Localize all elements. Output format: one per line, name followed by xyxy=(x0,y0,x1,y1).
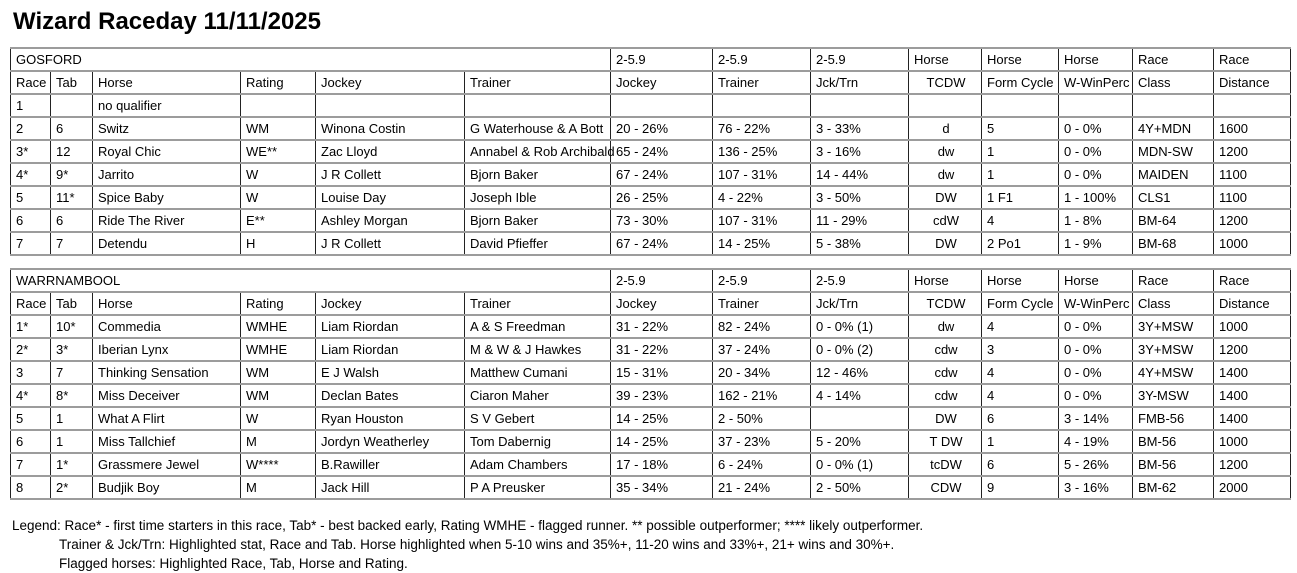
table-header-group-row xyxy=(11,269,1291,292)
cell-w-winperc: 3 - 14% xyxy=(1059,407,1133,430)
table-row xyxy=(11,209,1291,232)
cell-trainer-stat: 107 - 31% xyxy=(713,209,811,232)
table-row xyxy=(11,453,1291,476)
cell-jockey: Zac Lloyd xyxy=(316,140,465,163)
cell-trainer: Ciaron Maher xyxy=(465,384,611,407)
cell-trainer xyxy=(465,94,611,117)
cell-trainer-stat xyxy=(713,94,811,117)
cell-jockey-stat: 20 - 26% xyxy=(611,117,713,140)
column-group-header: Horse xyxy=(909,48,982,71)
column-header: Rating xyxy=(241,71,316,94)
cell-class: BM-56 xyxy=(1133,453,1214,476)
track-name: WARRNAMBOOL xyxy=(11,269,611,292)
cell-distance xyxy=(1214,94,1291,117)
cell-trainer-stat: 37 - 23% xyxy=(713,430,811,453)
cell-tab: 1 xyxy=(51,430,93,453)
cell-w-winperc: 0 - 0% xyxy=(1059,384,1133,407)
cell-w-winperc: 4 - 19% xyxy=(1059,430,1133,453)
cell-class: 4Y+MSW xyxy=(1133,361,1214,384)
column-header: Class xyxy=(1133,71,1214,94)
cell-form-cycle: 5 xyxy=(982,117,1059,140)
tables xyxy=(10,47,1297,500)
column-header: Distance xyxy=(1214,292,1291,315)
cell-class: BM-62 xyxy=(1133,476,1214,499)
cell-jockey xyxy=(316,94,465,117)
cell-class xyxy=(1133,94,1214,117)
cell-w-winperc: 0 - 0% xyxy=(1059,117,1133,140)
cell-tab: 6 xyxy=(51,209,93,232)
cell-jcktrn-stat: 2 - 50% xyxy=(811,476,909,499)
cell-rating: W xyxy=(241,163,316,186)
cell-distance: 1100 xyxy=(1214,163,1291,186)
cell-race: 1* xyxy=(11,315,51,338)
cell-jcktrn-stat: 3 - 50% xyxy=(811,186,909,209)
cell-horse: Detendu xyxy=(93,232,241,255)
cell-w-winperc: 5 - 26% xyxy=(1059,453,1133,476)
legend-line: Legend: Race* - first time starters in this race, Tab* - best backed early, Rating WMHE - flagged runner. ** possible outperformer; **** likely outperformer. xyxy=(12,518,924,533)
cell-trainer-stat: 37 - 24% xyxy=(713,338,811,361)
cell-horse: no qualifier xyxy=(93,94,241,117)
cell-w-winperc: 0 - 0% xyxy=(1059,338,1133,361)
cell-tab: 10* xyxy=(51,315,93,338)
cell-tcdw: CDW xyxy=(909,476,982,499)
column-header: W-WinPerc xyxy=(1059,71,1133,94)
cell-tab: 12 xyxy=(51,140,93,163)
cell-race: 2 xyxy=(11,117,51,140)
cell-jockey-stat: 67 - 24% xyxy=(611,232,713,255)
cell-race: 8 xyxy=(11,476,51,499)
column-group-header: 2-5.9 xyxy=(611,269,713,292)
cell-tcdw: dw xyxy=(909,315,982,338)
cell-form-cycle: 4 xyxy=(982,384,1059,407)
cell-distance: 1400 xyxy=(1214,361,1291,384)
column-group-header: Horse xyxy=(982,48,1059,71)
cell-tab: 6 xyxy=(51,117,93,140)
cell-tab: 2* xyxy=(51,476,93,499)
cell-form-cycle: 6 xyxy=(982,453,1059,476)
column-group-header: Horse xyxy=(1059,48,1133,71)
cell-rating: W xyxy=(241,407,316,430)
cell-horse: Budjik Boy xyxy=(93,476,241,499)
cell-w-winperc: 3 - 16% xyxy=(1059,476,1133,499)
cell-trainer-stat: 20 - 34% xyxy=(713,361,811,384)
cell-trainer: Tom Dabernig xyxy=(465,430,611,453)
cell-jockey-stat: 14 - 25% xyxy=(611,430,713,453)
track-name: GOSFORD xyxy=(11,48,611,71)
cell-horse: What A Flirt xyxy=(93,407,241,430)
column-header: Jck/Trn xyxy=(811,292,909,315)
column-group-header: Horse xyxy=(1059,269,1133,292)
cell-form-cycle: 9 xyxy=(982,476,1059,499)
cell-trainer: David Pfieffer xyxy=(465,232,611,255)
column-header: Distance xyxy=(1214,71,1291,94)
column-header: Horse xyxy=(93,71,241,94)
cell-trainer-stat: 6 - 24% xyxy=(713,453,811,476)
cell-trainer: Bjorn Baker xyxy=(465,209,611,232)
column-header: Jockey xyxy=(316,71,465,94)
cell-class: FMB-56 xyxy=(1133,407,1214,430)
cell-tab: 3* xyxy=(51,338,93,361)
cell-tcdw: DW xyxy=(909,232,982,255)
cell-jockey-stat: 39 - 23% xyxy=(611,384,713,407)
cell-trainer: P A Preusker xyxy=(465,476,611,499)
cell-race: 7 xyxy=(11,453,51,476)
column-header: TCDW xyxy=(909,71,982,94)
cell-race: 4* xyxy=(11,163,51,186)
cell-jockey-stat: 35 - 34% xyxy=(611,476,713,499)
cell-horse: Royal Chic xyxy=(93,140,241,163)
cell-jcktrn-stat: 11 - 29% xyxy=(811,209,909,232)
cell-class: 3Y-MSW xyxy=(1133,384,1214,407)
cell-jcktrn-stat: 0 - 0% (1) xyxy=(811,453,909,476)
table-row xyxy=(11,117,1291,140)
cell-race: 4* xyxy=(11,384,51,407)
cell-jockey-stat xyxy=(611,94,713,117)
column-header: Horse xyxy=(93,292,241,315)
cell-jcktrn-stat xyxy=(811,407,909,430)
cell-trainer-stat: 4 - 22% xyxy=(713,186,811,209)
cell-rating: WMHE xyxy=(241,315,316,338)
cell-horse: Ride The River xyxy=(93,209,241,232)
cell-tab: 9* xyxy=(51,163,93,186)
cell-jockey: Declan Bates xyxy=(316,384,465,407)
cell-distance: 1400 xyxy=(1214,407,1291,430)
cell-distance: 1200 xyxy=(1214,140,1291,163)
column-group-header: 2-5.9 xyxy=(811,48,909,71)
cell-rating: WM xyxy=(241,117,316,140)
cell-distance: 1200 xyxy=(1214,338,1291,361)
cell-class: 3Y+MSW xyxy=(1133,338,1214,361)
cell-horse: Jarrito xyxy=(93,163,241,186)
cell-trainer: S V Gebert xyxy=(465,407,611,430)
cell-jcktrn-stat: 3 - 33% xyxy=(811,117,909,140)
cell-trainer: Matthew Cumani xyxy=(465,361,611,384)
table-row xyxy=(11,338,1291,361)
cell-rating: WE** xyxy=(241,140,316,163)
column-header: Trainer xyxy=(713,292,811,315)
column-header: Tab xyxy=(51,71,93,94)
legend xyxy=(12,516,1297,573)
cell-rating xyxy=(241,94,316,117)
cell-form-cycle: 4 xyxy=(982,209,1059,232)
cell-horse: Thinking Sensation xyxy=(93,361,241,384)
column-header: Jockey xyxy=(611,292,713,315)
cell-tab: 1* xyxy=(51,453,93,476)
cell-w-winperc: 1 - 9% xyxy=(1059,232,1133,255)
cell-distance: 1200 xyxy=(1214,209,1291,232)
table-row xyxy=(11,186,1291,209)
column-header: Trainer xyxy=(465,71,611,94)
cell-race: 2* xyxy=(11,338,51,361)
column-group-header: Race xyxy=(1133,269,1214,292)
column-group-header: Horse xyxy=(982,269,1059,292)
cell-race: 7 xyxy=(11,232,51,255)
cell-trainer: G Waterhouse & A Bott xyxy=(465,117,611,140)
cell-jockey: Winona Costin xyxy=(316,117,465,140)
cell-jockey: B.Rawiller xyxy=(316,453,465,476)
cell-jcktrn-stat: 0 - 0% (2) xyxy=(811,338,909,361)
cell-tcdw: DW xyxy=(909,186,982,209)
table-row xyxy=(11,476,1291,499)
cell-tcdw: cdW xyxy=(909,209,982,232)
table-row xyxy=(11,232,1291,255)
cell-jockey-stat: 14 - 25% xyxy=(611,407,713,430)
cell-rating: WM xyxy=(241,361,316,384)
cell-tcdw: cdw xyxy=(909,338,982,361)
cell-jcktrn-stat xyxy=(811,94,909,117)
column-group-header: Race xyxy=(1214,48,1291,71)
cell-trainer: A & S Freedman xyxy=(465,315,611,338)
cell-tcdw: dw xyxy=(909,163,982,186)
column-header: Form Cycle xyxy=(982,292,1059,315)
cell-race: 1 xyxy=(11,94,51,117)
column-group-header: 2-5.9 xyxy=(811,269,909,292)
cell-jcktrn-stat: 0 - 0% (1) xyxy=(811,315,909,338)
cell-distance: 1000 xyxy=(1214,232,1291,255)
cell-jcktrn-stat: 3 - 16% xyxy=(811,140,909,163)
cell-trainer-stat: 76 - 22% xyxy=(713,117,811,140)
column-group-header: Race xyxy=(1214,269,1291,292)
cell-form-cycle: 1 F1 xyxy=(982,186,1059,209)
cell-class: BM-68 xyxy=(1133,232,1214,255)
column-group-header: 2-5.9 xyxy=(611,48,713,71)
cell-tcdw: dw xyxy=(909,140,982,163)
cell-jockey: Ryan Houston xyxy=(316,407,465,430)
column-header: Jck/Trn xyxy=(811,71,909,94)
cell-tab: 8* xyxy=(51,384,93,407)
cell-trainer-stat: 14 - 25% xyxy=(713,232,811,255)
cell-horse: Commedia xyxy=(93,315,241,338)
table-row xyxy=(11,140,1291,163)
legend-line: Trainer & Jck/Trn: Highlighted stat, Race and Tab. Horse highlighted when 5-10 wins and 35%+, 11-20 wins and 33%+, 21+ wins and 30%+. xyxy=(59,537,895,552)
column-header: Jockey xyxy=(316,292,465,315)
cell-tcdw: DW xyxy=(909,407,982,430)
cell-trainer: M & W & J Hawkes xyxy=(465,338,611,361)
cell-jockey-stat: 31 - 22% xyxy=(611,338,713,361)
cell-jockey-stat: 31 - 22% xyxy=(611,315,713,338)
table-row xyxy=(11,430,1291,453)
cell-jockey: Jack Hill xyxy=(316,476,465,499)
cell-distance: 1200 xyxy=(1214,453,1291,476)
cell-distance: 1000 xyxy=(1214,430,1291,453)
cell-jockey-stat: 67 - 24% xyxy=(611,163,713,186)
cell-class: BM-64 xyxy=(1133,209,1214,232)
cell-rating: E** xyxy=(241,209,316,232)
cell-rating: WM xyxy=(241,384,316,407)
cell-class: MDN-SW xyxy=(1133,140,1214,163)
table-header-row xyxy=(11,292,1291,315)
cell-jockey-stat: 65 - 24% xyxy=(611,140,713,163)
cell-jockey: J R Collett xyxy=(316,163,465,186)
legend-line: Flagged horses: Highlighted Race, Tab, Horse and Rating. xyxy=(59,556,408,571)
cell-jockey: Liam Riordan xyxy=(316,338,465,361)
column-group-header: Race xyxy=(1133,48,1214,71)
cell-rating: WMHE xyxy=(241,338,316,361)
cell-jockey-stat: 17 - 18% xyxy=(611,453,713,476)
cell-tab: 7 xyxy=(51,361,93,384)
cell-trainer-stat: 107 - 31% xyxy=(713,163,811,186)
cell-class: 3Y+MSW xyxy=(1133,315,1214,338)
cell-trainer-stat: 2 - 50% xyxy=(713,407,811,430)
cell-form-cycle xyxy=(982,94,1059,117)
column-header: Race xyxy=(11,71,51,94)
cell-race: 5 xyxy=(11,186,51,209)
race-table xyxy=(10,47,1291,256)
cell-horse: Grassmere Jewel xyxy=(93,453,241,476)
cell-tcdw: cdw xyxy=(909,384,982,407)
table-row xyxy=(11,407,1291,430)
cell-rating: W**** xyxy=(241,453,316,476)
cell-race: 5 xyxy=(11,407,51,430)
column-header: TCDW xyxy=(909,292,982,315)
table-header-group-row xyxy=(11,48,1291,71)
cell-class: CLS1 xyxy=(1133,186,1214,209)
cell-form-cycle: 1 xyxy=(982,430,1059,453)
cell-form-cycle: 4 xyxy=(982,315,1059,338)
table-row xyxy=(11,384,1291,407)
cell-jcktrn-stat: 12 - 46% xyxy=(811,361,909,384)
cell-form-cycle: 1 xyxy=(982,140,1059,163)
cell-race: 6 xyxy=(11,209,51,232)
cell-jockey: J R Collett xyxy=(316,232,465,255)
column-header: Trainer xyxy=(713,71,811,94)
cell-tcdw: T DW xyxy=(909,430,982,453)
cell-w-winperc: 0 - 0% xyxy=(1059,361,1133,384)
column-header: W-WinPerc xyxy=(1059,292,1133,315)
cell-trainer-stat: 82 - 24% xyxy=(713,315,811,338)
cell-trainer-stat: 162 - 21% xyxy=(713,384,811,407)
cell-tab: 1 xyxy=(51,407,93,430)
race-table xyxy=(10,268,1291,500)
cell-jockey-stat: 26 - 25% xyxy=(611,186,713,209)
cell-jcktrn-stat: 14 - 44% xyxy=(811,163,909,186)
table-row xyxy=(11,163,1291,186)
cell-horse: Iberian Lynx xyxy=(93,338,241,361)
column-group-header: 2-5.9 xyxy=(713,269,811,292)
cell-tcdw xyxy=(909,94,982,117)
cell-trainer-stat: 136 - 25% xyxy=(713,140,811,163)
cell-jockey-stat: 73 - 30% xyxy=(611,209,713,232)
column-header: Trainer xyxy=(465,292,611,315)
table-row xyxy=(11,315,1291,338)
cell-rating: M xyxy=(241,476,316,499)
cell-rating: H xyxy=(241,232,316,255)
cell-tab xyxy=(51,94,93,117)
cell-jockey-stat: 15 - 31% xyxy=(611,361,713,384)
cell-race: 3 xyxy=(11,361,51,384)
cell-distance: 1100 xyxy=(1214,186,1291,209)
cell-jcktrn-stat: 5 - 38% xyxy=(811,232,909,255)
column-header: Tab xyxy=(51,292,93,315)
cell-trainer: Adam Chambers xyxy=(465,453,611,476)
cell-rating: W xyxy=(241,186,316,209)
cell-tcdw: d xyxy=(909,117,982,140)
cell-w-winperc: 0 - 0% xyxy=(1059,163,1133,186)
cell-form-cycle: 3 xyxy=(982,338,1059,361)
cell-tab: 7 xyxy=(51,232,93,255)
cell-distance: 2000 xyxy=(1214,476,1291,499)
cell-jcktrn-stat: 4 - 14% xyxy=(811,384,909,407)
table-header-row xyxy=(11,71,1291,94)
cell-jockey: Louise Day xyxy=(316,186,465,209)
cell-distance: 1600 xyxy=(1214,117,1291,140)
cell-trainer: Joseph Ible xyxy=(465,186,611,209)
cell-jockey: Ashley Morgan xyxy=(316,209,465,232)
cell-horse: Miss Deceiver xyxy=(93,384,241,407)
page-title: Wizard Raceday 11/11/2025 xyxy=(13,8,321,35)
cell-trainer: Annabel & Rob Archibald xyxy=(465,140,611,163)
cell-form-cycle: 6 xyxy=(982,407,1059,430)
cell-trainer: Bjorn Baker xyxy=(465,163,611,186)
column-header: Race xyxy=(11,292,51,315)
cell-w-winperc: 0 - 0% xyxy=(1059,315,1133,338)
cell-w-winperc xyxy=(1059,94,1133,117)
cell-trainer-stat: 21 - 24% xyxy=(713,476,811,499)
cell-horse: Spice Baby xyxy=(93,186,241,209)
cell-distance: 1000 xyxy=(1214,315,1291,338)
cell-class: MAIDEN xyxy=(1133,163,1214,186)
cell-race: 3* xyxy=(11,140,51,163)
cell-jcktrn-stat: 5 - 20% xyxy=(811,430,909,453)
cell-form-cycle: 2 Po1 xyxy=(982,232,1059,255)
cell-tcdw: cdw xyxy=(909,361,982,384)
column-header: Jockey xyxy=(611,71,713,94)
table-row xyxy=(11,94,1291,117)
cell-distance: 1400 xyxy=(1214,384,1291,407)
cell-class: 4Y+MDN xyxy=(1133,117,1214,140)
column-header: Class xyxy=(1133,292,1214,315)
column-group-header: 2-5.9 xyxy=(713,48,811,71)
cell-horse: Switz xyxy=(93,117,241,140)
cell-form-cycle: 4 xyxy=(982,361,1059,384)
cell-race: 6 xyxy=(11,430,51,453)
cell-tcdw: tcDW xyxy=(909,453,982,476)
table-row xyxy=(11,361,1291,384)
cell-w-winperc: 0 - 0% xyxy=(1059,140,1133,163)
cell-w-winperc: 1 - 100% xyxy=(1059,186,1133,209)
cell-w-winperc: 1 - 8% xyxy=(1059,209,1133,232)
cell-jockey: Jordyn Weatherley xyxy=(316,430,465,453)
cell-form-cycle: 1 xyxy=(982,163,1059,186)
cell-rating: M xyxy=(241,430,316,453)
cell-horse: Miss Tallchief xyxy=(93,430,241,453)
cell-class: BM-56 xyxy=(1133,430,1214,453)
cell-tab: 11* xyxy=(51,186,93,209)
cell-jockey: E J Walsh xyxy=(316,361,465,384)
column-header: Rating xyxy=(241,292,316,315)
column-header: Form Cycle xyxy=(982,71,1059,94)
column-group-header: Horse xyxy=(909,269,982,292)
cell-jockey: Liam Riordan xyxy=(316,315,465,338)
